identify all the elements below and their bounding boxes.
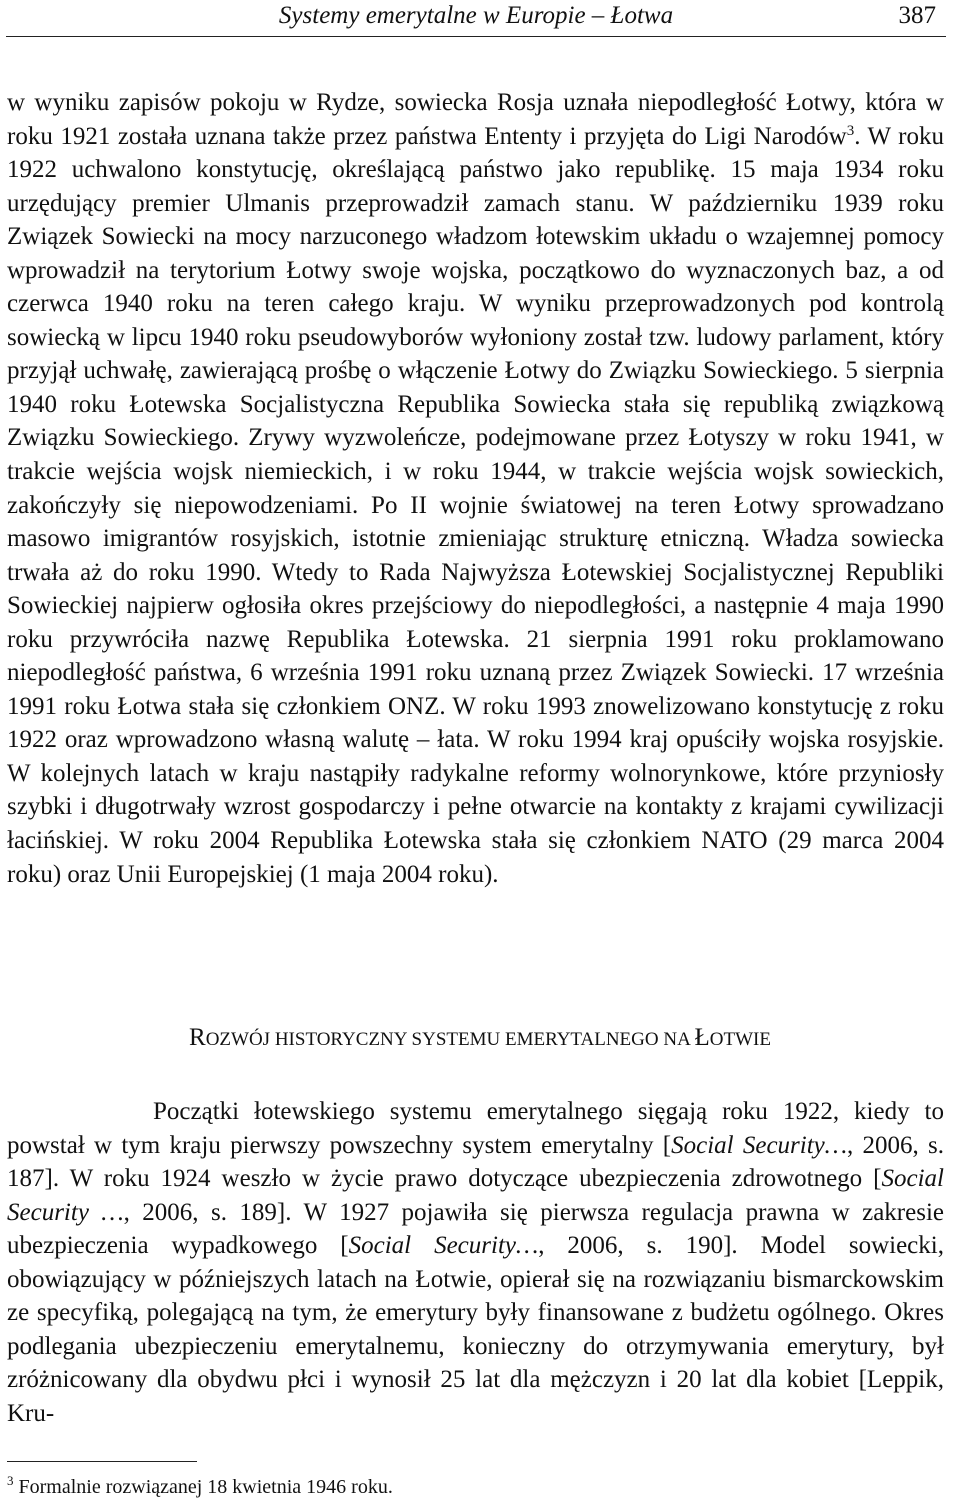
heading-smallcaps: OZWÓJ HISTORYCZNY SYSTEMU EMERYTALNEGO NA: [205, 1029, 695, 1050]
paragraph-text: Początki łotewskiego systemu emerytalnego sięgają roku 1922, kiedy to powstał w tym kraju pierwszy powszechny system emerytalny [: [7, 1098, 944, 1159]
paragraph-text: w wyniku zapisów pokoju w Rydze, sowiecka Rosja uznała niepodległość Łotwy, która w roku 1921 została uznana także przez państwa Ententy i przyjęta do Ligi Narodów: [7, 89, 944, 150]
heading-initial: Ł: [694, 1024, 710, 1051]
paragraph-text: , 2006, s. 190]. Model sowiecki, obowiązujący w późniejszych latach na Łotwie, opierał się na rozwiązaniu bismarckowskim ze specyfiką, polegającą na tym, że emerytury były finansowane z budżetu ogólnego. Okres podlegania ubezpieczeniu emerytalnemu, konieczny do otrzymywania emerytury, był zróżnicowany dla obydwu płci i wynosił 25 lat dla mężczyzn i 20 lat dla kobiet [Leppik, Kru-: [7, 1232, 944, 1427]
citation-title: Social Security…: [671, 1131, 848, 1159]
pension-history-paragraph: [7, 1095, 944, 1430]
paragraph-text: , 2006, s. 189]. W 1927 pojawiła się pierwsza regulacja prawna w zakresie ubezpieczenia wypadkowego [: [7, 1198, 945, 1260]
footnote-divider: [7, 1461, 197, 1462]
heading-smallcaps: OTWIE: [709, 1029, 771, 1050]
footnote-mark: 3: [7, 1473, 14, 1488]
section-heading: [0, 1022, 960, 1056]
paragraph-text: , 2006, s. 187]. W roku 1924 weszło w życie prawo dotyczące ubezpieczenia zdrowotnego [: [7, 1131, 944, 1193]
history-paragraph: [7, 86, 944, 891]
running-title: Systemy emerytalne w Europie – Łotwa: [278, 2, 674, 29]
citation-title: Social Security…: [348, 1232, 539, 1260]
paragraph-text: . W roku 1922 uchwalono konstytucję, określającą państwo jako republikę. 15 maja 1934 roku urzędujący premier Ulmanis przeprowadził zamach stanu. W październiku 1939 roku Związek Sowiecki na mocy narzuconego władzom łotewskim układu o wzajemnej pomocy wprowadził na terytorium Łotwy swoje wojska, początkowo do wyznaczonych baz, a od czerwca 1940 roku na teren całego kraju. W wyniku przeprowadzonych pod kontrolą sowiecką w lipcu 1940 roku pseudowyborów wyłoniony został tzw. ludowy parlament, który przyjął uchwałę, zawierającą prośbę o włączenie Łotwy do Związku Sowieckiego. 5 sierpnia 1940 roku Łotewska Socjalistyczna Republika Sowiecka stała się republiką związkową Związku Sowieckiego. Zrywy wyzwoleńcze, podejmowane przez Łotyszy w roku 1941, w trakcie wejścia wojsk niemieckich, i w roku 1944, w trakcie wejścia wojsk sowieckich, zakończyły się niepowodzeniami. Po II wojnie światowej na teren Łotwy sprowadzano masowo imigrantów rosyjskich, istotnie zmieniając strukturę etniczną. Władza sowiecka trwała aż do roku 1990. Wtedy to Rada Najwyższa Łotewskiej Socjalistycznej Republiki Sowieckiej najpierw ogłosiła okres przejściowy do niepodległości, a następnie 4 maja 1990 roku przywróciła nazwę Republika Łotewska. 21 sierpnia 1991 roku proklamowano niepodległość państwa, 6 września 1991 roku uznaną przez Związek Sowiecki. 17 września 1991 roku Łotwa stała się członkiem ONZ. W roku 1993 znowelizowano konstytucję z roku 1922 oraz wprowadzono własną walutę – łata. W roku 1994 kraj opuściły wojska rosyjskie. W kolejnych latach w kraju nastąpiły radykalne reformy wolnorynkowe, które przyniosły szybki i długotrwały wzrost gospodarczy i pełne otwarcie na kontakty z krajami cywilizacji łacińskiej. W roku 2004 Republika Łotewska stała się członkiem NATO (29 marca 2004 roku) oraz Unii Europejskiej (1 maja 2004 roku).: [7, 122, 944, 888]
page-header: [6, 0, 946, 37]
footnote-reference[interactable]: 3: [846, 122, 855, 139]
heading-initial: R: [189, 1024, 206, 1051]
footnote: [7, 1474, 393, 1500]
footnote-text: Formalnie rozwiązanej 18 kwietnia 1946 roku.: [13, 1476, 393, 1498]
citation-title: Social Security …: [7, 1165, 944, 1226]
page-number: 387: [898, 2, 936, 29]
